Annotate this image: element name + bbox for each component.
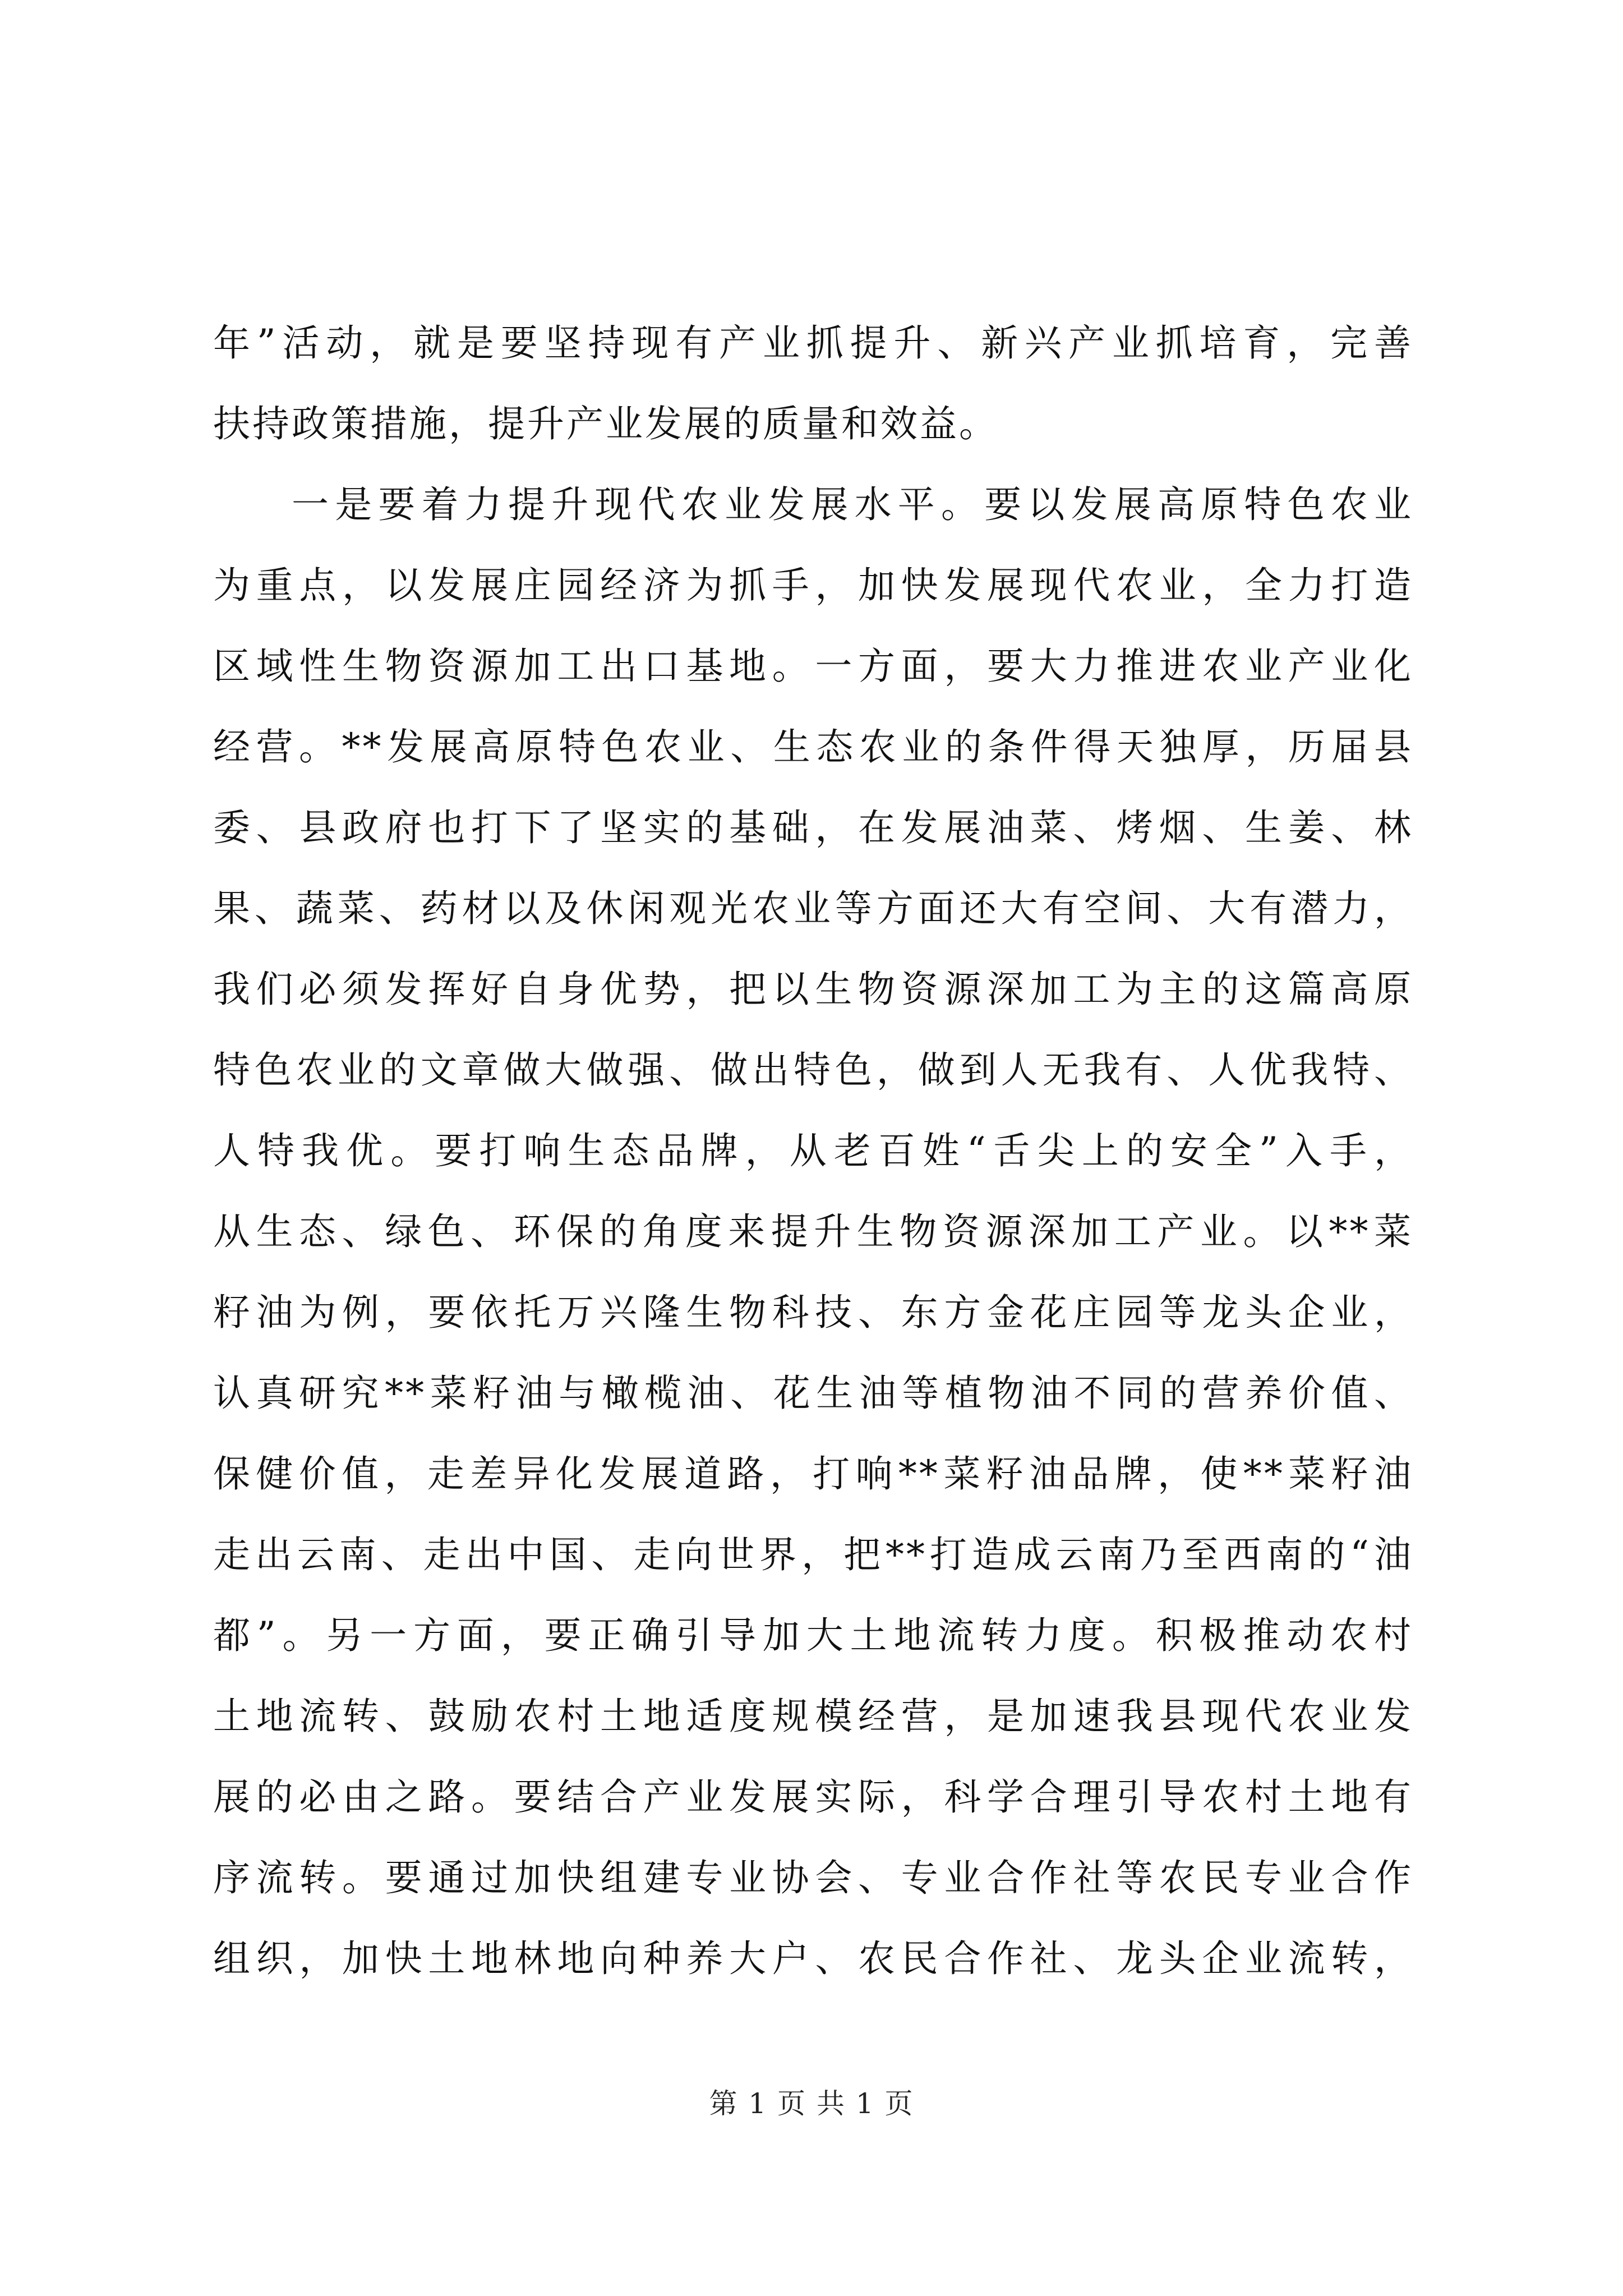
- text-line: 经营。**发展高原特色农业、生态农业的条件得天独厚，历届县: [213, 725, 1413, 769]
- text-line: 我们必须发挥好自身优势，把以生物资源深加工为主的这篇高原: [213, 968, 1413, 1011]
- text-line: 扶持政策措施，提升产业发展的质量和效益。: [213, 402, 998, 445]
- text-line: 年”活动，就是要坚持现有产业抓提升、新兴产业抓培育，完善: [213, 321, 1413, 365]
- text-line: 果、蔬菜、药材以及休闲观光农业等方面还大有空间、大有潜力，: [213, 887, 1413, 930]
- text-line: 序流转。要通过加快组建专业协会、专业合作社等农民专业合作: [213, 1856, 1413, 1899]
- text-line: 展的必由之路。要结合产业发展实际，科学合理引导农村土地有: [213, 1775, 1413, 1819]
- text-line: 保健价值，走差异化发展道路，打响**菜籽油品牌，使**菜籽油: [213, 1452, 1413, 1496]
- text-line: 从生态、绿色、环保的角度来提升生物资源深加工产业。以**菜: [213, 1210, 1413, 1253]
- text-line: 组织，加快土地林地向种养大户、农民合作社、龙头企业流转，: [213, 1937, 1413, 1980]
- text-line: 为重点，以发展庄园经济为抓手，加快发展现代农业，全力打造: [213, 564, 1413, 607]
- text-line: 走出云南、走出中国、走向世界，把**打造成云南乃至西南的“油: [213, 1533, 1413, 1576]
- text-line: 都”。另一方面，要正确引导加大土地流转力度。积极推动农村: [213, 1614, 1413, 1657]
- text-line: 籽油为例，要依托万兴隆生物科技、东方金花庄园等龙头企业，: [213, 1291, 1413, 1334]
- text-line: 一是要着力提升现代农业发展水平。要以发展高原特色农业: [292, 483, 1413, 526]
- body-text: [213, 303, 1413, 1999]
- text-line: 人特我优。要打响生态品牌，从老百姓“舌尖上的安全”入手，: [213, 1129, 1413, 1172]
- text-line: 区域性生物资源加工出口基地。一方面，要大力推进农业产业化: [213, 645, 1413, 688]
- text-line: 特色农业的文章做大做强、做出特色，做到人无我有、人优我特、: [213, 1048, 1413, 1092]
- text-line: 认真研究**菜籽油与橄榄油、花生油等植物油不同的营养价值、: [213, 1372, 1413, 1415]
- text-line: 土地流转、鼓励农村土地适度规模经营，是加速我县现代农业发: [213, 1695, 1413, 1738]
- text-line: 委、县政府也打下了坚实的基础，在发展油菜、烤烟、生姜、林: [213, 806, 1413, 849]
- page-number-footer: 第 1 页 共 1 页: [709, 2087, 914, 2120]
